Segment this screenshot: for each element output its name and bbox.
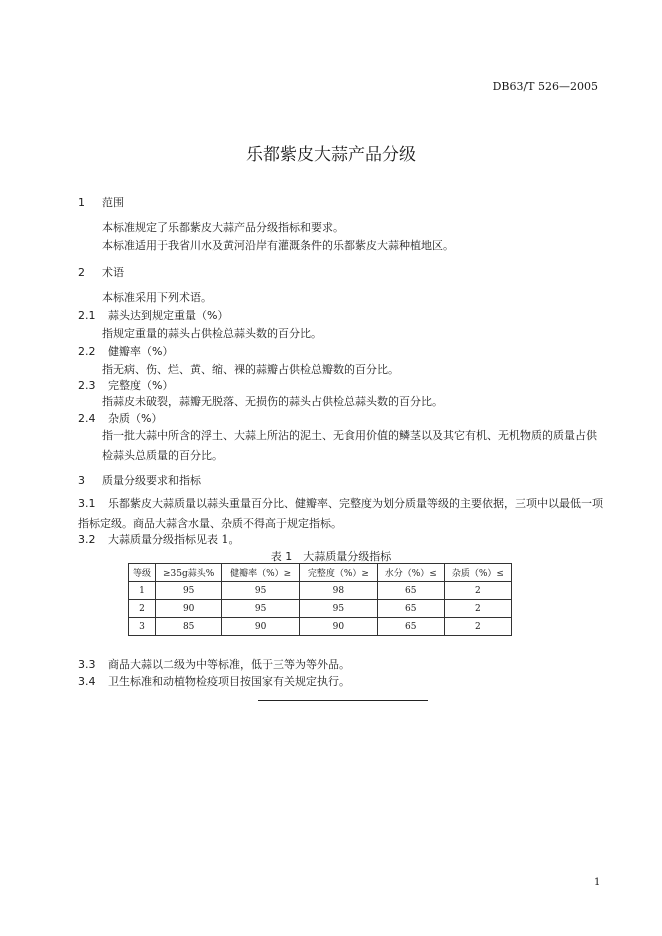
table-cell: 90 [222, 618, 300, 636]
table-cell: 3 [129, 618, 156, 636]
section-title: 范围 [102, 196, 124, 209]
clause-text: 卫生标准和动植物检疫项目按国家有关规定执行。 [108, 675, 350, 688]
column-header: 完整度（%）≥ [300, 564, 378, 582]
table-row [129, 582, 512, 600]
clause-3-2 [78, 531, 240, 547]
clause-3-3 [78, 656, 350, 672]
table-cell: 90 [300, 618, 378, 636]
page-number: 1 [594, 877, 601, 888]
term-heading [78, 410, 162, 426]
table-caption: 表 1 大蒜质量分级指标 [270, 550, 392, 563]
paragraph: 本标准规定了乐都紫皮大蒜产品分级指标和要求。 [102, 221, 344, 234]
section-number: 2 [78, 266, 85, 279]
table-cell: 95 [156, 582, 222, 600]
table-cell: 2 [444, 600, 511, 618]
section-number: 3 [78, 474, 85, 487]
clause-3-1 [78, 494, 604, 534]
table-cell: 2 [444, 582, 511, 600]
clause-3-4 [78, 673, 350, 689]
clause-text: 大蒜质量分级指标见表 1。 [108, 533, 240, 546]
table-cell: 90 [156, 600, 222, 618]
table-cell: 2 [129, 600, 156, 618]
term-heading [78, 377, 173, 393]
section-2-heading [78, 264, 124, 280]
table-cell: 95 [222, 600, 300, 618]
term-number: 2.1 [78, 309, 96, 322]
term-title: 杂质（%） [108, 412, 163, 425]
column-header: 水分（%）≤ [377, 564, 444, 582]
standard-code: DB63/T 526—2005 [492, 80, 598, 93]
document-title: 乐都紫皮大蒜产品分级 [246, 145, 416, 165]
table-cell: 98 [300, 582, 378, 600]
end-divider [258, 700, 428, 701]
column-header: ≥35g蒜头% [156, 564, 222, 582]
section-number: 1 [78, 196, 85, 209]
section-title: 术语 [102, 266, 124, 279]
paragraph: 本标准采用下列术语。 [102, 291, 212, 304]
table-cell: 85 [156, 618, 222, 636]
term-number: 2.2 [78, 345, 96, 358]
table-header-row [129, 564, 512, 582]
term-definition: 指一批大蒜中所含的浮土、大蒜上所沾的泥土、无食用价值的鳞茎以及其它有机、无机物质的质量占供检蒜头总质量的百分比。 [102, 429, 597, 462]
clause-text: 商品大蒜以二级为中等标准，低于三等为等外品。 [108, 658, 350, 671]
term-number: 2.4 [78, 412, 96, 425]
term-title: 完整度（%） [108, 379, 174, 392]
table-cell: 65 [377, 600, 444, 618]
table-cell: 2 [444, 618, 511, 636]
paragraph: 本标准适用于我省川水及黄河沿岸有灌溉条件的乐都紫皮大蒜种植地区。 [102, 239, 454, 252]
term-heading [78, 343, 173, 359]
table-row [129, 600, 512, 618]
column-header: 健瓣率（%）≥ [222, 564, 300, 582]
term-definition: 指蒜皮未破裂，蒜瓣无脱落、无损伤的蒜头占供检总蒜头数的百分比。 [102, 395, 443, 408]
clause-text: 乐都紫皮大蒜质量以蒜头重量百分比、健瓣率、完整度为划分质量等级的主要依据，三项中以最低一项指标定级。商品大蒜含水量、杂质不得高于规定指标。 [78, 497, 603, 530]
clause-number: 3.2 [78, 533, 96, 546]
term-definition: 指规定重量的蒜头占供检总蒜头数的百分比。 [102, 327, 322, 340]
clause-number: 3.1 [78, 497, 96, 510]
grade-table [128, 563, 512, 636]
table-row [129, 618, 512, 636]
table-cell: 65 [377, 618, 444, 636]
clause-number: 3.3 [78, 658, 96, 671]
section-3-heading [78, 472, 201, 488]
section-1-heading [78, 194, 124, 210]
term-heading [78, 307, 228, 323]
column-header: 等级 [129, 564, 156, 582]
table-cell: 95 [222, 582, 300, 600]
table-cell: 95 [300, 600, 378, 618]
term-definition: 指无病、伤、烂、黄、缩、裸的蒜瓣占供检总瓣数的百分比。 [102, 363, 399, 376]
term-number: 2.3 [78, 379, 96, 392]
term-title: 蒜头达到规定重量（%） [108, 309, 229, 322]
table-cell: 1 [129, 582, 156, 600]
section-title: 质量分级要求和指标 [102, 474, 201, 487]
column-header: 杂质（%）≤ [444, 564, 511, 582]
term-title: 健瓣率（%） [108, 345, 174, 358]
clause-number: 3.4 [78, 675, 96, 688]
table-cell: 65 [377, 582, 444, 600]
